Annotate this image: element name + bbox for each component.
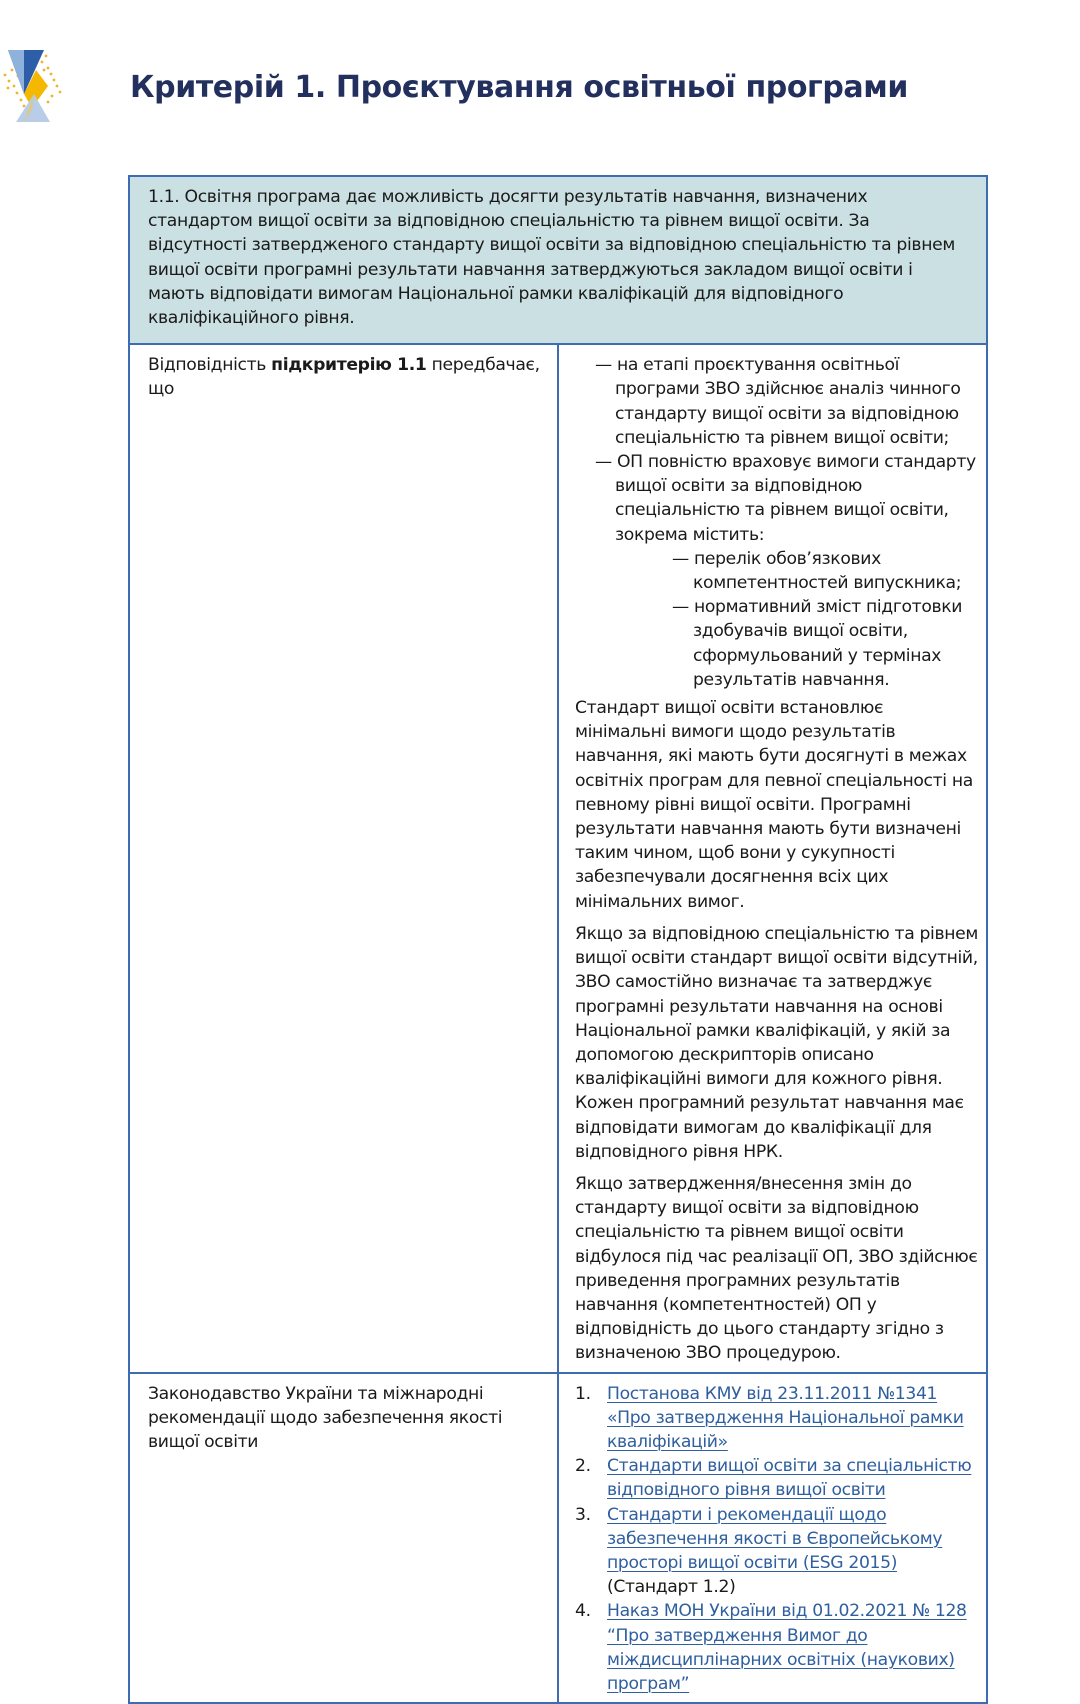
reference-link-mon-128[interactable]: Наказ МОН України від 01.02.2021 № 128 “Про затвердження Вимог до міждисциплінарних освітніх (наукових) програм” bbox=[607, 1601, 967, 1694]
reference-link-kmu-1341[interactable]: Постанова КМУ від 23.11.2011 №1341 «Про затвердження Національної рамки кваліфікацій» bbox=[607, 1383, 964, 1452]
reference-list bbox=[575, 1382, 978, 1697]
legislation-label: Законодавство України та міжнародні рекомендації щодо забезпечення якості вищої освіти bbox=[129, 1373, 558, 1704]
organization-logo bbox=[2, 48, 64, 126]
requirement-item: — ОП повністю враховує вимоги стандарту вищої освіти за відповідною спеціальністю та рівнем вищої освіти, зокрема містить: bbox=[595, 452, 976, 545]
reference-number: 1. bbox=[575, 1383, 591, 1404]
requirement-sub-item: — перелік обов’язкових компетентностей випускника; bbox=[672, 548, 962, 594]
reference-item bbox=[575, 1382, 978, 1455]
explanation-paragraph: Стандарт вищої освіти встановлює мінімальні вимоги щодо результатів навчання, які мають бути досягнуті в межах освітніх програм для певної спеціальності на певному рівні вищої освіти. Програмні результати навчання мають бути визначені таким чином, щоб вони у сукупності забезпечували досягнення всіх цих мінімальних вимог. bbox=[575, 698, 973, 912]
compliance-label-prefix: Відповідність bbox=[148, 355, 272, 376]
compliance-row bbox=[129, 344, 987, 1372]
page-title: Критерій 1. Проєктування освітньої програми bbox=[130, 70, 908, 105]
explanation-paragraph: Якщо за відповідною спеціальністю та рівнем вищої освіти стандарт вищої освіти відсутній, ЗВО самостійно визначає та затверджує програмні результати навчання на основі Національної рамки кваліфікацій, у якій за допомогою дескрипторів описано кваліфікаційні вимоги для кожного рівня. Кожен програмний результат навчання має відповідати вимогам до кваліфікації для відповідного рівня НРК. bbox=[575, 923, 978, 1162]
compliance-label-bold: підкритерію 1.1 bbox=[271, 355, 427, 376]
reference-number: 2. bbox=[575, 1456, 591, 1477]
reference-link-higher-ed-standards[interactable]: Стандарти вищої освіти за спеціальністю відповідного рівня вищої освіти bbox=[607, 1456, 972, 1501]
compliance-label bbox=[129, 344, 558, 1372]
compliance-label-suffix: передбачає, що bbox=[148, 355, 540, 400]
requirement-sub-item: — нормативний зміст підготовки здобувачів вищої освіти, сформульований у термінах результатів навчання. bbox=[672, 597, 963, 690]
criterion-header-row bbox=[129, 176, 987, 344]
compliance-content bbox=[558, 344, 987, 1372]
requirements-list bbox=[575, 353, 978, 692]
reference-number: 4. bbox=[575, 1601, 591, 1622]
logo-icon bbox=[2, 48, 64, 126]
legislation-references bbox=[558, 1373, 987, 1704]
requirement-item: — на етапі проєктування освітньої програми ЗВО здійснює аналіз чинного стандарту вищої освіти за відповідною спеціальністю та рівнем вищої освіти; bbox=[595, 355, 961, 448]
reference-note: (Стандарт 1.2) bbox=[607, 1577, 736, 1598]
criteria-table bbox=[128, 175, 988, 1704]
requirement-sub-list bbox=[595, 547, 978, 692]
reference-item bbox=[575, 1454, 978, 1502]
reference-number: 3. bbox=[575, 1504, 591, 1525]
reference-item bbox=[575, 1599, 978, 1696]
explanation-paragraph: Якщо затвердження/внесення змін до стандарту вищої освіти за відповідною спеціальністю та рівнем вищої освіти відбулося під час реалізації ОП, ЗВО здійснює приведення програмних результатів навчання (компетентностей) ОП у відповідність до цього стандарту згідно з визначеною ЗВО процедурою. bbox=[575, 1173, 978, 1364]
legislation-row bbox=[129, 1373, 987, 1704]
criterion-statement: 1.1. Освітня програма дає можливість досягти результатів навчання, визначених стандартом вищої освіти за відповідною спеціальністю та рівнем вищої освіти. За відсутності затвердженого стандарту вищої освіти за відповідною спеціальністю та рівнем вищої освіти програмні результати навчання затверджуються закладом вищої освіти і мають відповідати вимогам Національної рамки кваліфікацій для відповідного кваліфікаційного рівня. bbox=[129, 176, 987, 344]
reference-item bbox=[575, 1503, 978, 1600]
reference-link-esg-2015[interactable]: Стандарти і рекомендації щодо забезпечення якості в Європейському просторі вищої освіти (ESG 2015) bbox=[607, 1504, 943, 1573]
